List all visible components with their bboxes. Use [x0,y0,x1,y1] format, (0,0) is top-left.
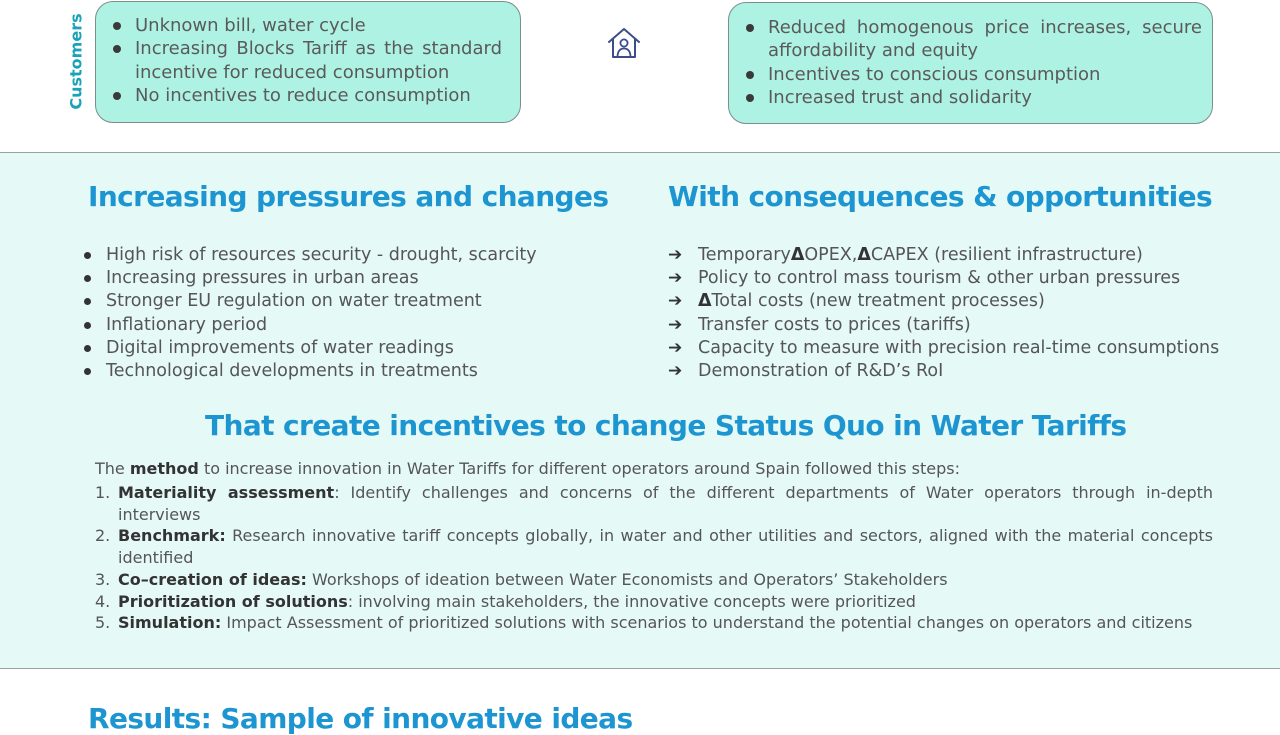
list-item [668,314,1219,337]
step-number: 2. [95,526,111,546]
customers-label: Customers [66,12,86,110]
step-title: Simulation: [118,613,222,633]
arrow-icon: ➔ [668,314,683,335]
incentives-heading: That create incentives to change Status Quo in Water Tariffs [205,409,1127,442]
list-item: Inflationary period [84,314,537,337]
list-item [95,569,1213,591]
list-item [668,244,1219,267]
list-item: Reduced homogenous price increases, secure affordability and equity [743,16,1202,63]
step-number: 4. [95,591,111,611]
step-title: Co–creation of ideas: [118,569,307,589]
delta-symbol: Δ [857,245,871,265]
consequences-heading: With consequences & opportunities [668,180,1213,213]
list-item: High risk of resources security - drought, scarcity [84,244,537,267]
intro-bold: method [129,459,199,478]
list-item: Stronger EU regulation on water treatment [84,290,537,313]
arrow-icon: ➔ [668,337,683,358]
list-item [95,482,1213,525]
method-intro [95,459,960,478]
arrow-icon: ➔ [668,245,683,265]
list-item: Increasing Blocks Tariff as the standard incentive for reduced consumption [110,37,502,84]
arrow-icon: ➔ [668,291,683,312]
item-text: Temporary [698,245,791,265]
consequences-list [668,244,1219,383]
delta-symbol: Δ [698,291,712,312]
delta-symbol: Δ [790,245,805,265]
list-item: Unknown bill, water cycle [110,14,502,37]
item-text: Capacity to measure with precision real-time consumptions [698,337,1220,358]
intro-text: The [95,459,130,478]
customers-before-bubble [95,1,521,123]
step-title: Prioritization of solutions [118,591,348,611]
method-steps-list [95,482,1213,634]
step-title: Materiality assessment [118,483,335,502]
list-item: No incentives to reduce consumption [110,84,502,107]
step-number: 3. [95,569,111,589]
list-item [95,612,1213,634]
list-item [668,290,1219,313]
step-text: : involving main stakeholders, the innovative concepts were prioritized [347,591,916,611]
arrow-icon: ➔ [668,268,683,289]
item-text: OPEX, [804,245,858,265]
customers-label-container [60,6,92,116]
step-number: 5. [95,613,111,633]
item-text: CAPEX (resilient infrastructure) [870,245,1143,265]
intro-text: to increase innovation in Water Tariffs for different operators around Spain followed this steps: [198,459,960,478]
step-text: Research innovative tariff concepts globally, in water and other utilities and sectors, aligned with the material concepts identified [118,526,1213,568]
list-item: Technological developments in treatments [84,360,537,383]
list-item [95,591,1213,613]
step-title: Benchmark: [118,526,226,546]
list-item [668,337,1219,360]
item-text: Demonstration of R&D’s RoI [698,361,944,382]
house-person-icon [606,26,642,60]
customers-after-bubble [728,2,1213,124]
step-text: : Identify challenges and concerns of the different departments of Water operators through in-depth interviews [118,483,1214,524]
step-text: Workshops of ideation between Water Economists and Operators’ Stakeholders [306,569,948,589]
results-heading: Results: Sample of innovative ideas [88,702,633,735]
list-item: Digital improvements of water readings [84,337,537,360]
customers-after-list [743,16,1202,109]
list-item: Increased trust and solidarity [743,86,1202,109]
customers-before-list [110,14,502,107]
list-item [95,525,1213,568]
item-text: Policy to control mass tourism & other urban pressures [698,268,1181,289]
item-text: Transfer costs to prices (tariffs) [698,314,971,335]
list-item [668,360,1219,383]
list-item: Incentives to conscious consumption [743,63,1202,86]
step-number: 1. [95,483,111,502]
pressures-list [84,244,537,383]
pressures-heading: Increasing pressures and changes [88,180,609,213]
pressures-band [0,152,1280,669]
list-item [668,267,1219,290]
item-text: Total costs (new treatment processes) [711,291,1045,312]
step-text: Impact Assessment of prioritized solutions with scenarios to understand the potential changes on operators and citizens [221,613,1193,633]
arrow-icon: ➔ [668,361,683,382]
list-item: Increasing pressures in urban areas [84,267,537,290]
